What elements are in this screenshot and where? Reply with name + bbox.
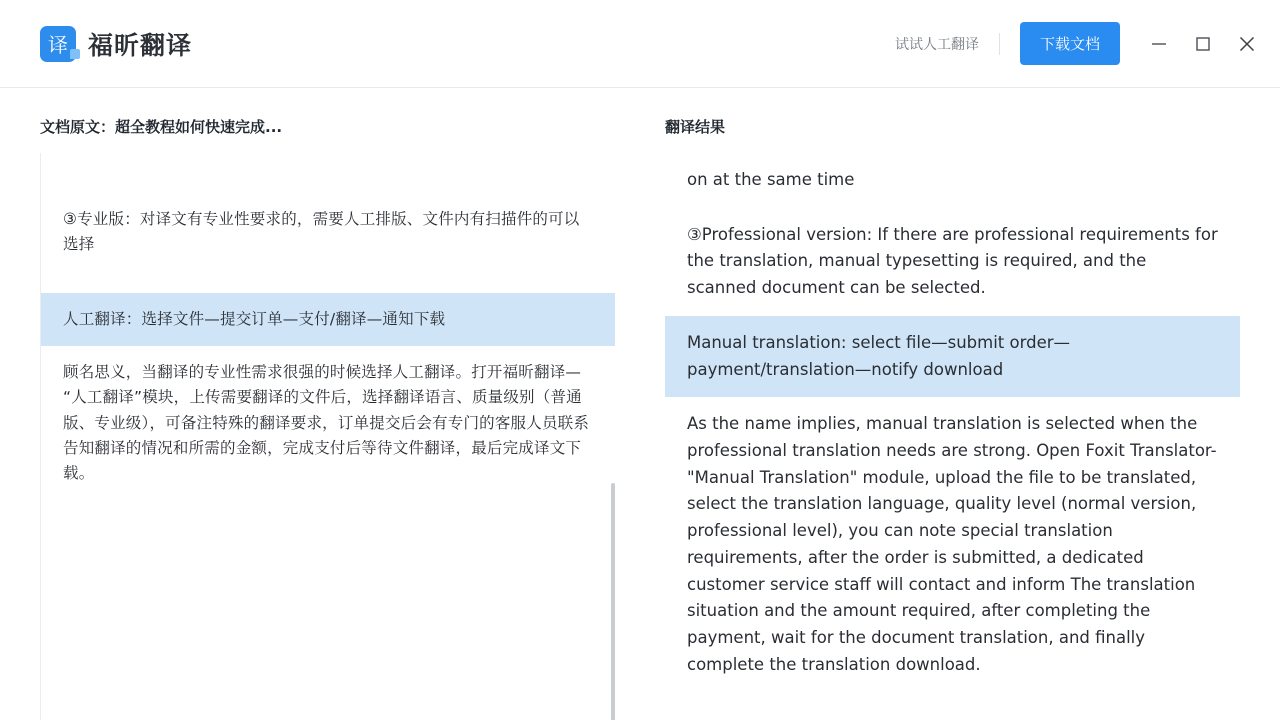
- result-segment-pro-version[interactable]: ③Professional version: If there are professional requirements for the translation, manual typesetting is required, and the scanned document can be selected.: [687, 224, 1218, 298]
- title-bar: [0, 0, 1280, 88]
- source-segment-manual-body[interactable]: 顾名思义，当翻译的专业性需求很强的时候选择人工翻译。打开福昕翻译—“人工翻译”模块，上传需要翻译的文件后，选择翻译语言、质量级别（普通版、专业级），可备注特殊的翻译要求，订单提交后会有专门的客服人员联系告知翻译的情况和所需的金额，完成支付后等待文件翻译，最后完成译文下载。: [63, 363, 590, 482]
- minimize-icon[interactable]: [1146, 31, 1172, 57]
- close-icon[interactable]: [1234, 31, 1260, 57]
- maximize-icon[interactable]: [1190, 31, 1216, 57]
- brand: [40, 26, 192, 62]
- result-segment-manual-heading[interactable]: Manual translation: select file—submit order—payment/translation—notify download: [665, 316, 1240, 397]
- app-title: 福昕翻译: [88, 30, 193, 60]
- source-top-spacer: [41, 153, 615, 193]
- source-pane: [40, 88, 615, 720]
- main-content: [0, 88, 1280, 720]
- source-segment-manual-heading[interactable]: 人工翻译：选择文件—提交订单—支付/翻译—通知下载: [41, 293, 615, 346]
- toolbar-divider: [999, 33, 1000, 55]
- download-document-button[interactable]: 下载文档: [1020, 22, 1120, 65]
- result-segment-partial-top[interactable]: on at the same time: [687, 170, 855, 189]
- result-segment-manual-body[interactable]: As the name implies, manual translation is selected when the professional translation needs are strong. Open Foxit Translator-"Manual Translation" module, upload the file to be translated, select the translation language, quality level (normal version, professional level), you can note special translation requirements, after the order is submitted, a dedicated customer service staff will contact and inform The translation situation and the amount required, after completing the payment, wait for the document translation, and finally complete the translation download.: [687, 414, 1217, 674]
- source-mid-spacer: [41, 271, 615, 293]
- window-controls: [1146, 31, 1260, 57]
- app-logo-icon: 译: [40, 26, 76, 62]
- source-scrollbar[interactable]: [611, 483, 615, 720]
- source-text-area[interactable]: [40, 153, 615, 720]
- title-bar-actions: [895, 22, 1260, 65]
- human-translation-link[interactable]: 试试人工翻译: [894, 36, 979, 53]
- source-segment-pro-version[interactable]: ③专业版：对译文有专业性要求的，需要人工排版、文件内有扫描件的可以选择: [63, 210, 580, 254]
- result-text-area[interactable]: [665, 153, 1240, 720]
- result-pane-title: 翻译结果: [665, 118, 726, 136]
- source-pane-title: 文档原文：超全教程如何快速完成...: [40, 118, 283, 136]
- result-pane: [665, 88, 1240, 720]
